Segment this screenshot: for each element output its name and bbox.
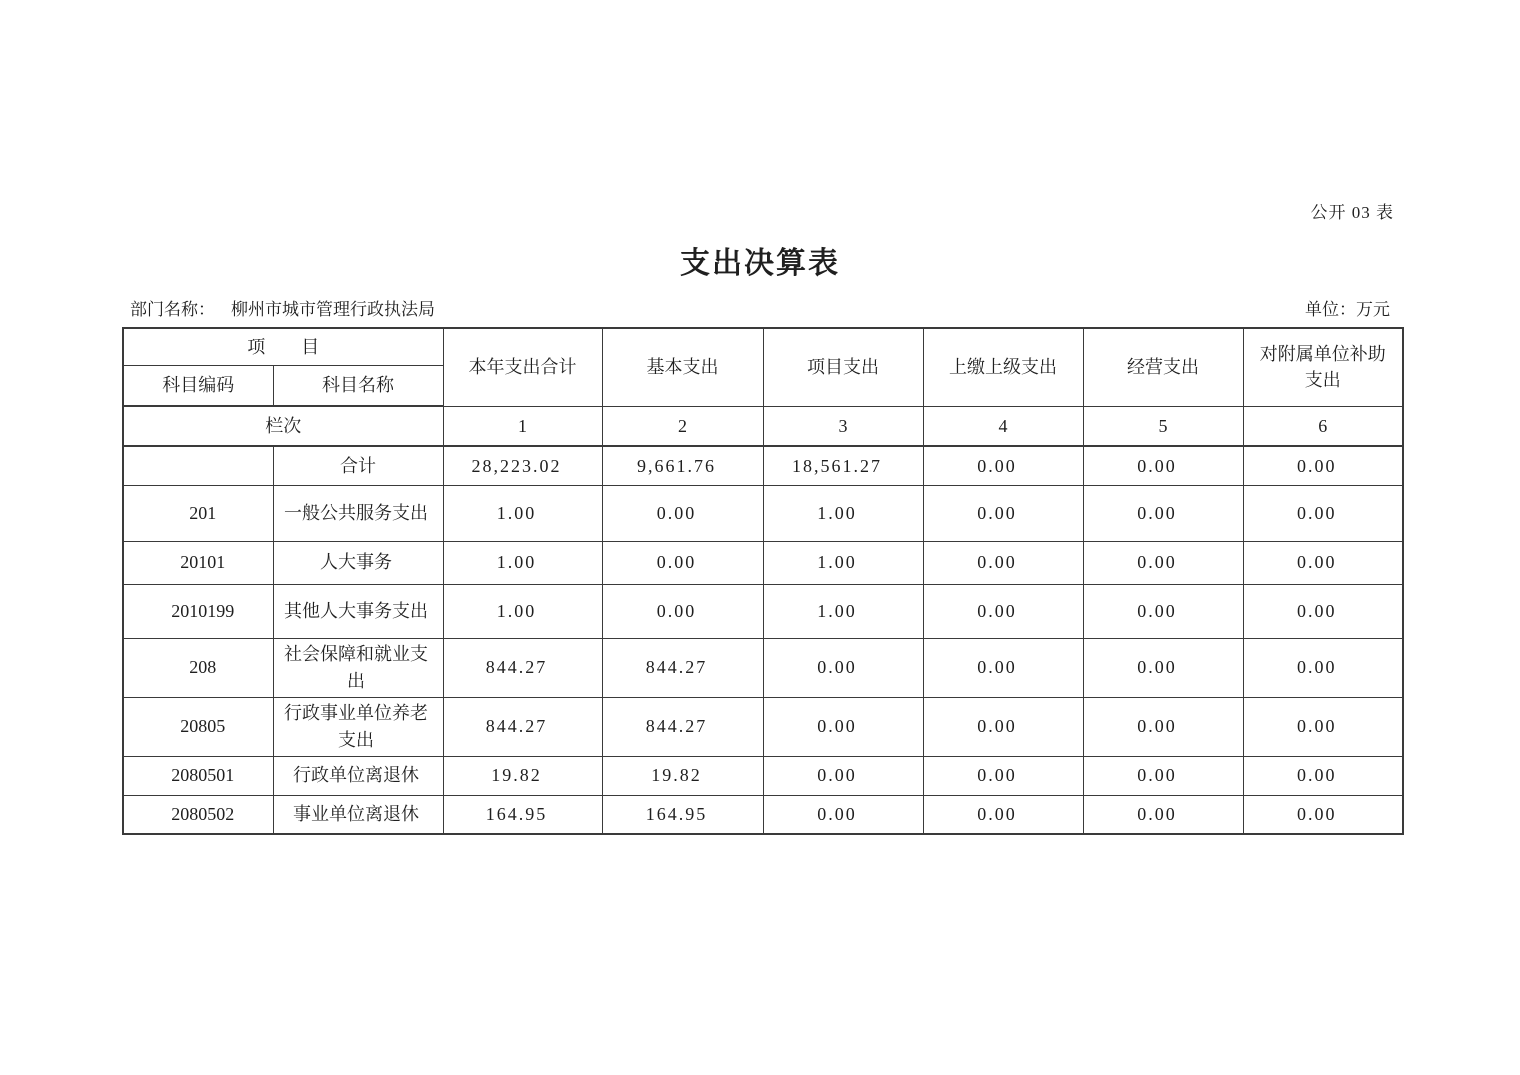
column-index: 2 bbox=[602, 406, 763, 446]
cell-value: 0.00 bbox=[763, 795, 923, 834]
cell-value: 1.00 bbox=[763, 541, 923, 584]
table-row-total bbox=[123, 446, 1403, 485]
cell-value: 1.00 bbox=[763, 584, 923, 638]
table-row bbox=[123, 485, 1403, 541]
cell-value: 0.00 bbox=[923, 697, 1083, 756]
row-name: 事业单位离退休 bbox=[273, 795, 443, 834]
cell-value: 0.00 bbox=[1243, 584, 1403, 638]
cell-value: 0.00 bbox=[1243, 485, 1403, 541]
cell-value: 0.00 bbox=[1083, 446, 1243, 485]
row-name: 合计 bbox=[273, 446, 443, 485]
header-subject-name: 科目名称 bbox=[273, 365, 443, 406]
cell-value: 844.27 bbox=[443, 638, 602, 697]
department-label: 部门名称： bbox=[130, 300, 215, 319]
column-index: 3 bbox=[763, 406, 923, 446]
cell-value: 0.00 bbox=[602, 584, 763, 638]
col-header-operating: 经营支出 bbox=[1083, 328, 1243, 406]
cell-value: 0.00 bbox=[1243, 756, 1403, 795]
col-header-upper: 上缴上级支出 bbox=[923, 328, 1083, 406]
table-row bbox=[123, 638, 1403, 697]
cell-value: 1.00 bbox=[443, 485, 602, 541]
cell-value: 0.00 bbox=[923, 446, 1083, 485]
row-name: 其他人大事务支出 bbox=[273, 584, 443, 638]
cell-value: 1.00 bbox=[443, 541, 602, 584]
department-line bbox=[130, 295, 435, 320]
row-name: 行政单位离退休 bbox=[273, 756, 443, 795]
column-index: 4 bbox=[923, 406, 1083, 446]
row-name: 社会保障和就业支出 bbox=[273, 638, 443, 697]
cell-value: 0.00 bbox=[763, 697, 923, 756]
table-row bbox=[123, 795, 1403, 834]
col-header-basic: 基本支出 bbox=[602, 328, 763, 406]
cell-value: 1.00 bbox=[443, 584, 602, 638]
row-name: 行政事业单位养老支出 bbox=[273, 697, 443, 756]
cell-value: 0.00 bbox=[1243, 446, 1403, 485]
unit-label: 单位：万元 bbox=[1305, 300, 1390, 319]
row-code: 208 bbox=[123, 638, 273, 697]
cell-value: 19.82 bbox=[602, 756, 763, 795]
cell-value: 0.00 bbox=[923, 541, 1083, 584]
cell-value: 0.00 bbox=[1243, 638, 1403, 697]
cell-value: 9,661.76 bbox=[602, 446, 763, 485]
cell-value: 844.27 bbox=[443, 697, 602, 756]
cell-value: 0.00 bbox=[1083, 485, 1243, 541]
cell-value: 0.00 bbox=[923, 795, 1083, 834]
column-index-label: 栏次 bbox=[123, 406, 443, 446]
row-code: 2080501 bbox=[123, 756, 273, 795]
column-index-row bbox=[123, 406, 1403, 446]
table-row bbox=[123, 584, 1403, 638]
cell-value: 164.95 bbox=[602, 795, 763, 834]
cell-value: 844.27 bbox=[602, 638, 763, 697]
row-name: 一般公共服务支出 bbox=[273, 485, 443, 541]
col-header-subsidy: 对附属单位补助支出 bbox=[1243, 328, 1403, 406]
cell-value: 19.82 bbox=[443, 756, 602, 795]
cell-value: 0.00 bbox=[763, 638, 923, 697]
cell-value: 0.00 bbox=[602, 485, 763, 541]
row-code bbox=[123, 446, 273, 485]
cell-value: 1.00 bbox=[763, 485, 923, 541]
cell-value: 28,223.02 bbox=[443, 446, 602, 485]
row-name: 人大事务 bbox=[273, 541, 443, 584]
cell-value: 0.00 bbox=[1083, 584, 1243, 638]
cell-value: 0.00 bbox=[923, 485, 1083, 541]
column-index: 6 bbox=[1243, 406, 1403, 446]
column-index: 5 bbox=[1083, 406, 1243, 446]
cell-value: 844.27 bbox=[602, 697, 763, 756]
cell-value: 164.95 bbox=[443, 795, 602, 834]
table-row bbox=[123, 756, 1403, 795]
doc-code-label: 公开 03 表 bbox=[1310, 203, 1394, 222]
header-project-group: 项 目 bbox=[123, 328, 443, 365]
cell-value: 0.00 bbox=[1083, 638, 1243, 697]
cell-value: 18,561.27 bbox=[763, 446, 923, 485]
cell-value: 0.00 bbox=[1083, 756, 1243, 795]
col-header-total: 本年支出合计 bbox=[443, 328, 602, 406]
row-code: 20101 bbox=[123, 541, 273, 584]
cell-value: 0.00 bbox=[1243, 795, 1403, 834]
cell-value: 0.00 bbox=[1083, 541, 1243, 584]
col-header-project: 项目支出 bbox=[763, 328, 923, 406]
cell-value: 0.00 bbox=[923, 638, 1083, 697]
row-code: 2080502 bbox=[123, 795, 273, 834]
row-code: 2010199 bbox=[123, 584, 273, 638]
cell-value: 0.00 bbox=[923, 756, 1083, 795]
header-row-group bbox=[123, 328, 1403, 365]
cell-value: 0.00 bbox=[923, 584, 1083, 638]
table-row bbox=[123, 697, 1403, 756]
row-code: 20805 bbox=[123, 697, 273, 756]
department-name: 柳州市城市管理行政执法局 bbox=[231, 300, 435, 319]
column-index: 1 bbox=[443, 406, 602, 446]
row-code: 201 bbox=[123, 485, 273, 541]
cell-value: 0.00 bbox=[1083, 697, 1243, 756]
page-title: 支出决算表 bbox=[680, 247, 840, 280]
cell-value: 0.00 bbox=[1083, 795, 1243, 834]
table-row bbox=[123, 541, 1403, 584]
expenditure-table bbox=[122, 327, 1404, 835]
cell-value: 0.00 bbox=[1243, 697, 1403, 756]
cell-value: 0.00 bbox=[1243, 541, 1403, 584]
header-subject-code: 科目编码 bbox=[123, 365, 273, 406]
cell-value: 0.00 bbox=[763, 756, 923, 795]
cell-value: 0.00 bbox=[602, 541, 763, 584]
